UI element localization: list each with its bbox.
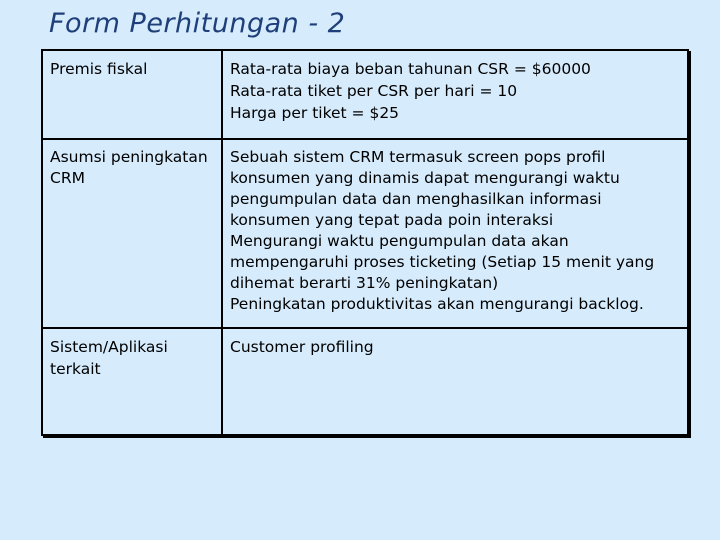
row-content-fiscal-premise <box>223 51 687 140</box>
row-label-crm-assumption: Asumsi peningkatan CRM <box>43 140 223 329</box>
row-content-related-systems <box>223 329 687 434</box>
content-line: Peningkatan produktivitas akan mengurangi backlog. <box>230 295 644 313</box>
content-line: Harga per tiket = $25 <box>230 104 400 122</box>
row-content-crm-assumption <box>223 140 687 329</box>
content-line: Customer profiling <box>230 338 374 356</box>
row-label-fiscal-premise: Premis fiskal <box>43 51 223 140</box>
content-line: Rata-rata biaya beban tahunan CSR = $60000 <box>230 60 591 78</box>
calculation-form-table <box>41 49 689 436</box>
slide-title: Form Perhitungan - 2 <box>49 8 346 39</box>
content-line: Rata-rata tiket per CSR per hari = 10 <box>230 82 518 100</box>
row-label-related-systems: Sistem/Aplikasi terkait <box>43 329 223 434</box>
content-line: Sebuah sistem CRM termasuk screen pops profil konsumen yang dinamis dapat mengurangi waktu pengumpulan data dan menghasilkan informasi konsumen yang tepat pada poin interaksi <box>230 148 620 229</box>
content-line: Mengurangi waktu pengumpulan data akan mempengaruhi proses ticketing (Setiap 15 menit yang dihemat berarti 31% peningkatan) <box>230 232 655 292</box>
